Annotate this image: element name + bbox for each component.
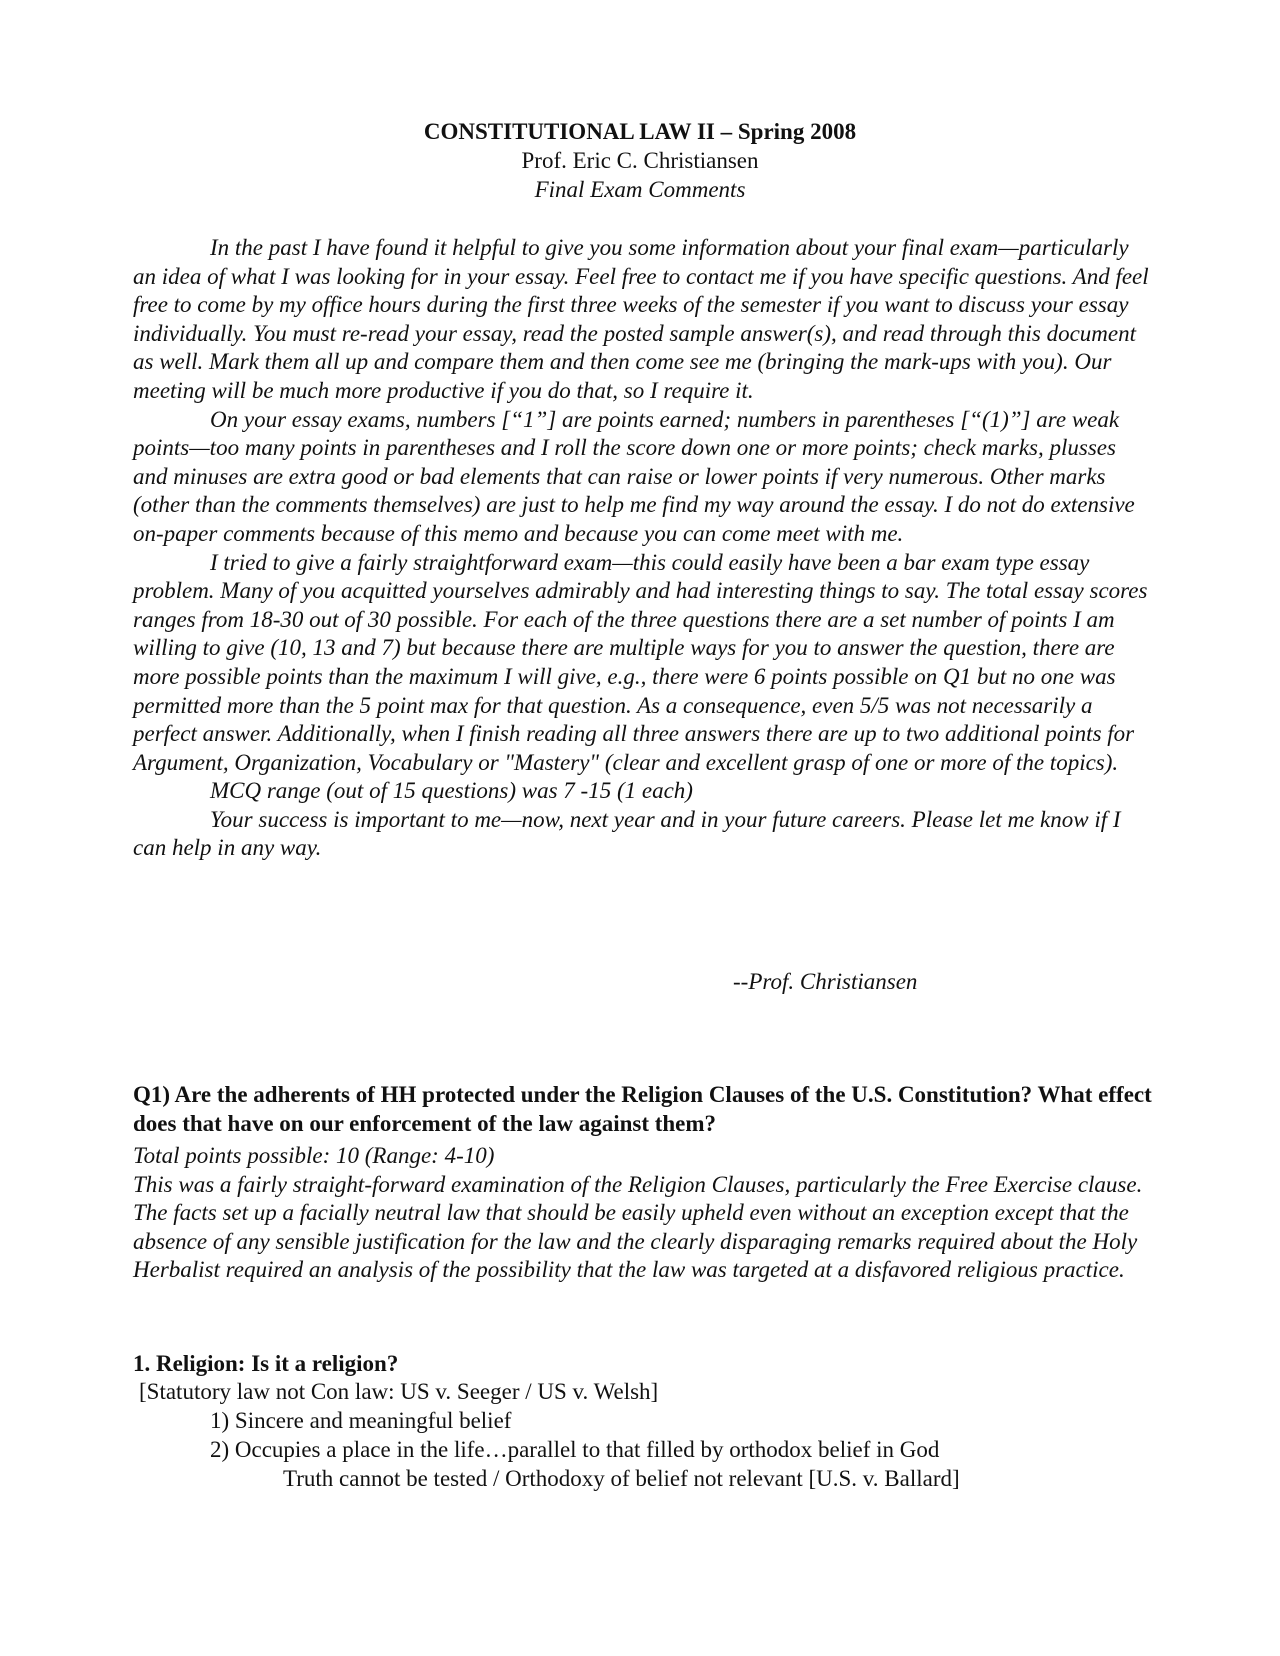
points-line: Total points possible: 10 (Range: 4-10) — [133, 1143, 495, 1168]
outline-line: [Statutory law not Con law: US v. Seeger / US v. Welsh] — [139, 1379, 659, 1404]
commentary-paragraph: This was a fairly straight-forward examination of the Religion Clauses, particularly the Free Exercise clause. The facts set up a facially neutral law that should be easily upheld even without an exception except that the absence of any sensible justification for the law and the clearly disparaging remarks required about the Holy Herbalist required an analysis of the possibility that the law was targeted at a disfavored religious practice. — [133, 1171, 1143, 1283]
signature: --Prof. Christiansen — [733, 969, 918, 994]
intro-paragraph: MCQ range (out of 15 questions) was 7 -15 (1 each) — [210, 778, 693, 804]
outline — [133, 1377, 960, 1493]
author-line: Prof. Eric C. Christiansen — [521, 148, 759, 173]
intro-paragraph: Your success is important to me—now, next year and in your future careers. Please let me know if I can help in any way. — [133, 806, 1121, 861]
page-title: CONSTITUTIONAL LAW II – Spring 2008 — [423, 119, 857, 144]
document-subtitle: Final Exam Comments — [534, 177, 746, 202]
intro-paragraph: In the past I have found it helpful to give you some information about your final exam—particularly an idea of what I was looking for in your essay. Feel free to contact me if you have specific questions. And feel free to come by my office hours during the first three weeks of the semester if you want to discuss your essay individually. You must re-read your essay, read the posted sample answer(s), and read through this document as well. Mark them all up and compare them and then come see me (bringing the mark-ups with you). Our meeting will be much more productive if you do that, so I require it. — [133, 235, 1149, 403]
outline-line: 2) Occupies a place in the life…parallel to that filled by orthodox belief in God — [210, 1437, 940, 1462]
document-header — [0, 117, 1280, 204]
intro-paragraph: On your essay exams, numbers [“1”] are points earned; numbers in parentheses [“(1)”] are weak points—too many points in parentheses and I roll the score down one or more points; check marks, plusses and minuses are extra good or bad elements that can raise or lower points if very numerous. Other marks (other than the comments themselves) are just to help me find my way around the essay. I do not do extensive on-paper comments because of this memo and because you can come meet with me. — [133, 406, 1135, 546]
outline-line: Truth cannot be tested / Orthodoxy of belief not relevant [U.S. v. Ballard] — [283, 1466, 960, 1491]
question-commentary — [133, 1142, 1163, 1285]
question-heading: Q1) Are the adherents of HH protected under the Religion Clauses of the U.S. Constitution? What effect does that have on our enforcement of the law against them? — [133, 1082, 1152, 1136]
intro-section — [133, 234, 1153, 863]
section-heading: 1. Religion: Is it a religion? — [133, 1351, 399, 1376]
intro-paragraph: I tried to give a fairly straightforward exam—this could easily have been a bar exam type essay problem. Many of you acquitted yourselves admirably and had interesting things to say. The total essay scores ranges from 18-30 out of 30 possible. For each of the three questions there are a set number of points I am willing to give (10, 13 and 7) but because there are multiple ways for you to answer the question, there are more possible points than the maximum I will give, e.g., there were 6 points possible on Q1 but no one was permitted more than the 5 point max for that question. As a consequence, even 5/5 was not necessarily a perfect answer. Additionally, when I finish reading all three answers there are up to two additional points for Argument, Organization, Vocabulary or "Mastery" (clear and excellent grasp of one or more of the topics). — [133, 549, 1148, 775]
outline-line: 1) Sincere and meaningful belief — [210, 1408, 512, 1433]
